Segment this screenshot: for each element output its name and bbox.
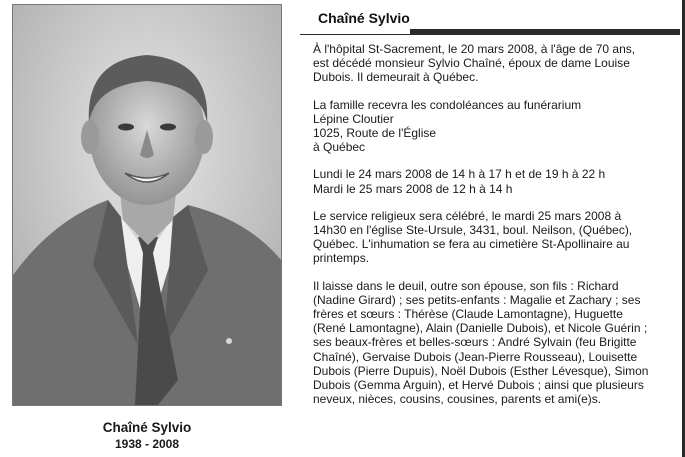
- text-line: Chaîné), Gervaise Dubois (Jean-Pierre Rousseau), Louisette: [313, 349, 638, 364]
- portrait-photo: [12, 4, 282, 406]
- paragraph-death-notice: [313, 42, 675, 85]
- text-line: Il laisse dans le deuil, outre son épouse, son fils : Richard: [313, 278, 619, 293]
- text-line: neveux, nièces, cousins, cousines, parents et ami(e)s.: [313, 392, 602, 407]
- paragraph-funeral-home: [313, 98, 675, 155]
- paragraph-family: [313, 279, 675, 407]
- text-line: Lépine Cloutier: [313, 111, 394, 126]
- text-line: (Nadine Girard) ; ses petits-enfants : Magalie et Zachary ; ses: [313, 292, 641, 307]
- paragraph-service: [313, 209, 675, 266]
- text-line: frères et sœurs : Thérèse (Claude Lamontagne), Huguette: [313, 307, 623, 322]
- text-line: Dubois. Il demeurait à Québec.: [313, 70, 479, 85]
- text-line: Lundi le 24 mars 2008 de 14 h à 17 h et de 19 h à 22 h: [313, 167, 606, 182]
- obituary-text: [313, 42, 675, 419]
- text-line: Le service religieux sera célébré, le mardi 25 mars 2008 à: [313, 208, 622, 223]
- text-line: à Québec: [313, 140, 366, 155]
- text-line: À l'hôpital St-Sacrement, le 20 mars 2008, à l'âge de 70 ans,: [313, 42, 636, 56]
- obituary-title: Chaîné Sylvio: [318, 10, 410, 26]
- text-line: Mardi le 25 mars 2008 de 12 h à 14 h: [313, 181, 513, 196]
- text-line: 14h30 en l'église Ste-Ursule, 3431, boul. Neilson, (Québec),: [313, 223, 633, 238]
- text-line: Dubois (Pierre Dupuis), Noël Dubois (Esther Lévesque), Simon: [313, 363, 649, 378]
- text-line: est décédé monsieur Sylvio Chaîné, époux de dame Louise: [313, 56, 630, 71]
- text-line: printemps.: [313, 251, 370, 266]
- portrait-icon: [13, 5, 281, 405]
- text-line: La famille recevra les condoléances au funérarium: [313, 97, 582, 112]
- text-line: (René Lamontagne), Alain (Danielle Dubois), et Nicole Guérin ;: [313, 321, 648, 336]
- paragraph-visitation-hours: [313, 167, 675, 195]
- header-rule: [300, 34, 680, 35]
- text-line: Québec. L'inhumation se fera au cimetière St-Apollinaire au: [313, 237, 630, 252]
- text-line: Dubois (Gemma Arguin), et Hervé Dubois ; ainsi que plusieurs: [313, 378, 644, 393]
- text-line: ses beaux-frères et belles-sœurs : André Sylvain (feu Brigitte: [313, 335, 637, 350]
- caption-name: Chaîné Sylvio: [102, 420, 192, 435]
- text-line: 1025, Route de l'Église: [313, 126, 437, 141]
- caption-years: 1938 - 2008: [114, 437, 180, 451]
